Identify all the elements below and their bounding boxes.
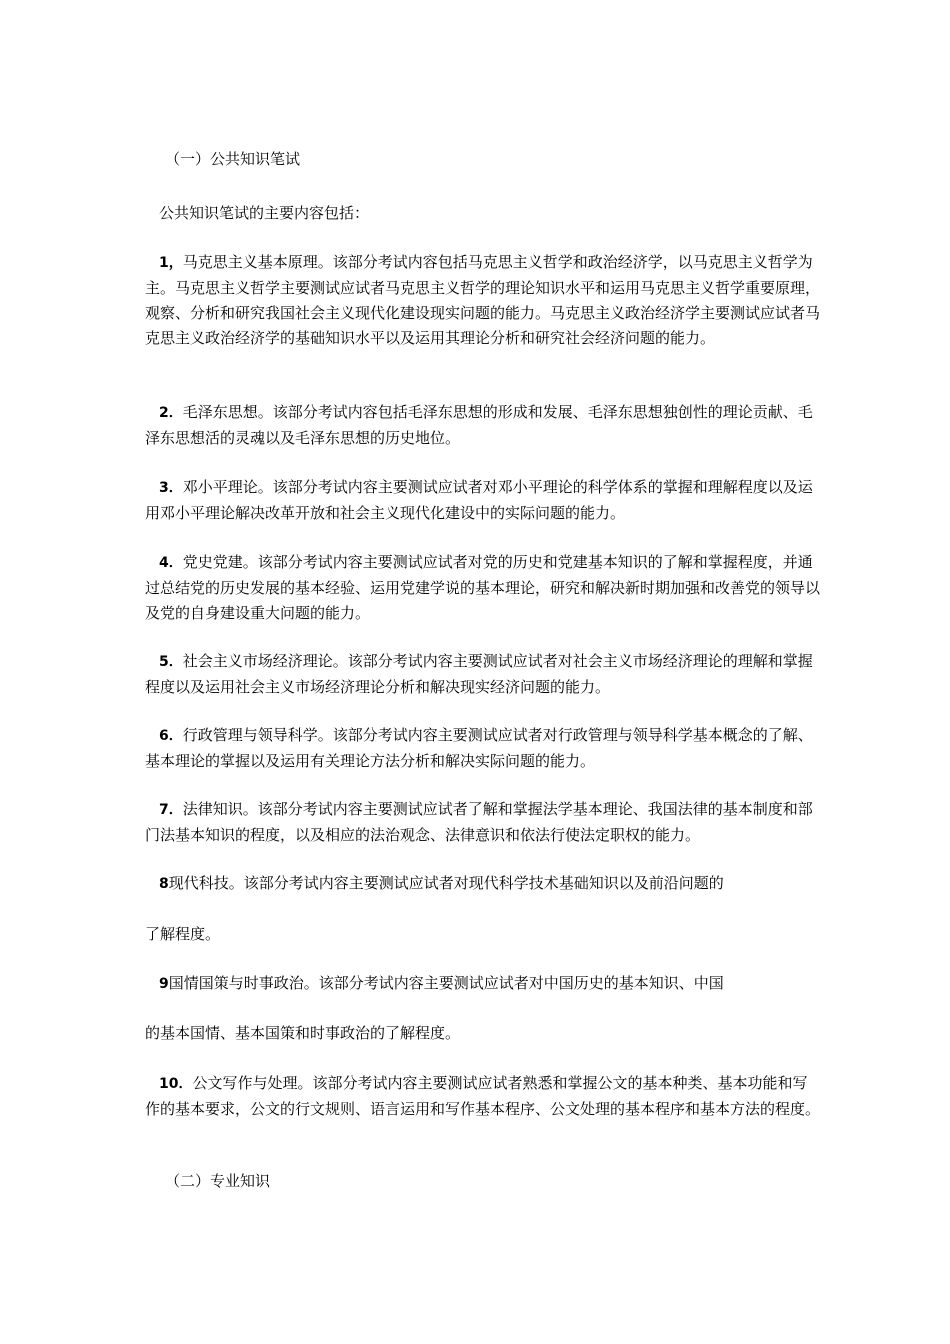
item-3-number: 3．: [159, 480, 183, 496]
item-8-number: 8: [159, 876, 169, 892]
item-10-number: 10．: [159, 1076, 193, 1092]
item-8-paragraph: [145, 871, 820, 897]
item-7-text: 法律知识。该部分考试内容主要测试应试者了解和掌握法学基本理论、我国法律的基本制度和部门法基本知识的程度，以及相应的法治观念、法律意识和依法行使法定职权的能力。: [145, 800, 813, 844]
item-1-number: 1，: [159, 255, 183, 271]
item-3-text: 邓小平理论。该部分考试内容主要测试应试者对邓小平理论的科学体系的掌握和理解程度以及运用邓小平理论解决改革开放和社会主义现代化建设中的实际问题的能力。: [145, 478, 813, 522]
item-6-paragraph: [145, 723, 820, 774]
item-4-text: 党史党建。该部分考试内容主要测试应试者对党的历史和党建基本知识的了解和掌握程度，并通过总结党的历史发展的基本经验、运用党建学说的基本理论，研究和解决新时期加强和改善党的领导以及党的自身建设重大问题的能力。: [145, 553, 821, 622]
item-5-paragraph: [145, 649, 820, 700]
item-2-text: 毛泽东思想。该部分考试内容包括毛泽东思想的形成和发展、毛泽东思想独创性的理论贡献、毛泽东思想活的灵魂以及毛泽东思想的历史地位。: [145, 403, 813, 447]
section-heading-public-knowledge: （一）公共知识笔试: [165, 150, 301, 168]
item-2-paragraph: [145, 400, 820, 451]
item-4-number: 4．: [159, 555, 183, 571]
intro-paragraph: 公共知识笔试的主要内容包括：: [159, 204, 370, 222]
item-7-number: 7．: [159, 802, 183, 818]
item-9-number: 9: [159, 976, 169, 992]
item-6-number: 6．: [159, 728, 183, 744]
item-8-text: 现代科技。该部分考试内容主要测试应试者对现代科学技术基础知识以及前沿问题的: [168, 874, 724, 892]
section-heading-professional-knowledge: （二）专业知识: [165, 1172, 271, 1190]
item-2-number: 2．: [159, 405, 183, 421]
item-1-text: 马克思主义基本原理。该部分考试内容包括马克思主义哲学和政治经济学，以马克思主义哲学为主。马克思主义哲学主要测试应试者马克思主义哲学的理论知识水平和运用马克思主义哲学重要原理，观察、分析和研究我国社会主义现代化建设现实问题的能力。马克思主义政治经济学主要测试应试者马克思主义政治经济学的基础知识水平以及运用其理论分析和研究社会经济问题的能力。: [145, 253, 821, 347]
item-1-paragraph: [145, 250, 820, 351]
item-10-text: 公文写作与处理。该部分考试内容主要测试应试者熟悉和掌握公文的基本种类、基本功能和写作的基本要求，公文的行文规则、语言运用和写作基本程序、公文处理的基本程序和基本方法的程度。: [145, 1074, 821, 1118]
item-9-text: 国情国策与时事政治。该部分考试内容主要测试应试者对中国历史的基本知识、中国: [168, 974, 724, 992]
item-4-paragraph: [145, 550, 820, 626]
item-7-paragraph: [145, 797, 820, 848]
item-10-paragraph: [145, 1071, 820, 1122]
item-8-continuation: 了解程度。: [145, 925, 221, 943]
item-3-paragraph: [145, 475, 820, 526]
item-9-continuation: 的基本国情、基本国策和时事政治的了解程度。: [145, 1024, 461, 1042]
item-6-text: 行政管理与领导科学。该部分考试内容主要测试应试者对行政管理与领导科学基本概念的了解、基本理论的掌握以及运用有关理论方法分析和解决实际问题的能力。: [145, 726, 813, 770]
item-9-paragraph: [145, 971, 820, 997]
item-5-text: 社会主义市场经济理论。该部分考试内容主要测试应试者对社会主义市场经济理论的理解和掌握程度以及运用社会主义市场经济理论分析和解决现实经济问题的能力。: [145, 652, 813, 696]
item-5-number: 5．: [159, 654, 183, 670]
